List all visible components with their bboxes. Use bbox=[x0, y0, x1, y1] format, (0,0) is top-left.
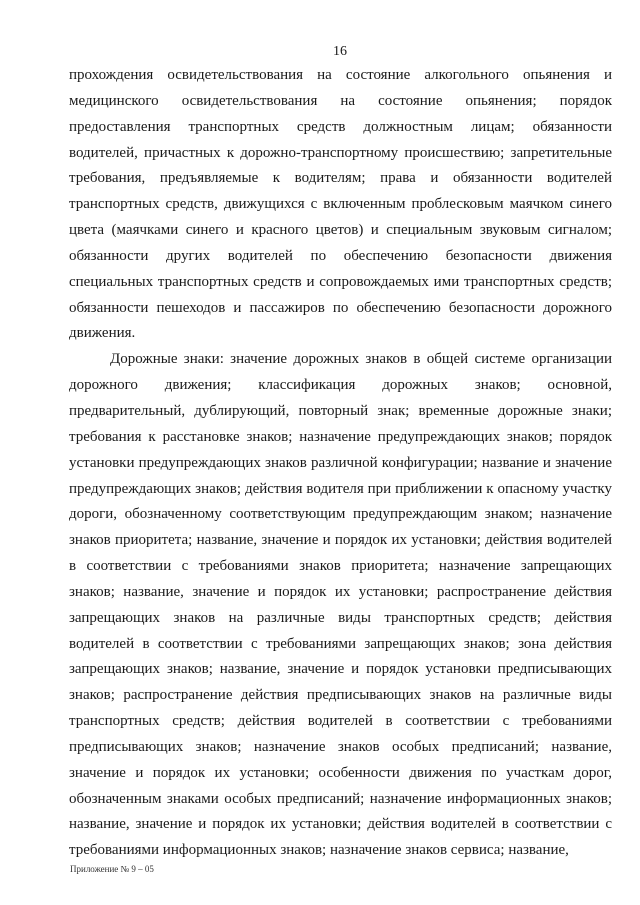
document-body bbox=[69, 63, 612, 864]
page-number: 16 bbox=[333, 44, 347, 59]
paragraph-continued: прохождения освидетельствования на состояние алкогольного опьянения и медицинского освидетельствования на состояние опьянения; порядок предоставления транспортных средств должностным лицам; обязанности водителей, причастных к дорожно-транспортному происшествию; запретительные требования, предъявляемые к водителям; права и обязанности водителей транспортных средств, движущихся с включенным проблесковым маячком синего цвета (маячками синего и красного цветов) и специальным звуковым сигналом; обязанности других водителей по обеспечению безопасности движения специальных транспортных средств и сопровождаемых ими транспортных средств; обязанности пешеходов и пассажиров по обеспечению безопасности дорожного движения. bbox=[69, 67, 612, 342]
page-footer: Приложение № 9 – 05 bbox=[70, 864, 154, 874]
paragraph-road-signs: Дорожные знаки: значение дорожных знаков в общей системе организации дорожного движения; классификация дорожных знаков; основной, предварительный, дублирующий, повторный знак; временные дорожные знаки; требования к расстановке знаков; назначение предупреждающих знаков; порядок установки предупреждающих знаков различной конфигурации; название и значение предупреждающих знаков; действия водителя при приближении к опасному участку дороги, обозначенному соответствующим предупреждающим знаком; назначение знаков приоритета; название, значение и порядок их установки; действия водителей в соответствии с требованиями знаков приоритета; назначение запрещающих знаков; название, значение и порядок их установки; распространение действия запрещающих знаков на различные виды транспортных средств; действия водителей в соответствии с требованиями запрещающих знаков; зона действия запрещающих знаков; название, значение и порядок установки предписывающих знаков; распространение действия предписывающих знаков на различные виды транспортных средств; действия водителей в соответствии с требованиями предписывающих знаков; назначение знаков особых предписаний; название, значение и порядок их установки; особенности движения по участкам дорог, обозначенным знаками особых предписаний; назначение информационных знаков; название, значение и порядок их установки; действия водителей в соответствии с требованиями информационных знаков; назначение знаков сервиса; название, bbox=[69, 351, 612, 859]
